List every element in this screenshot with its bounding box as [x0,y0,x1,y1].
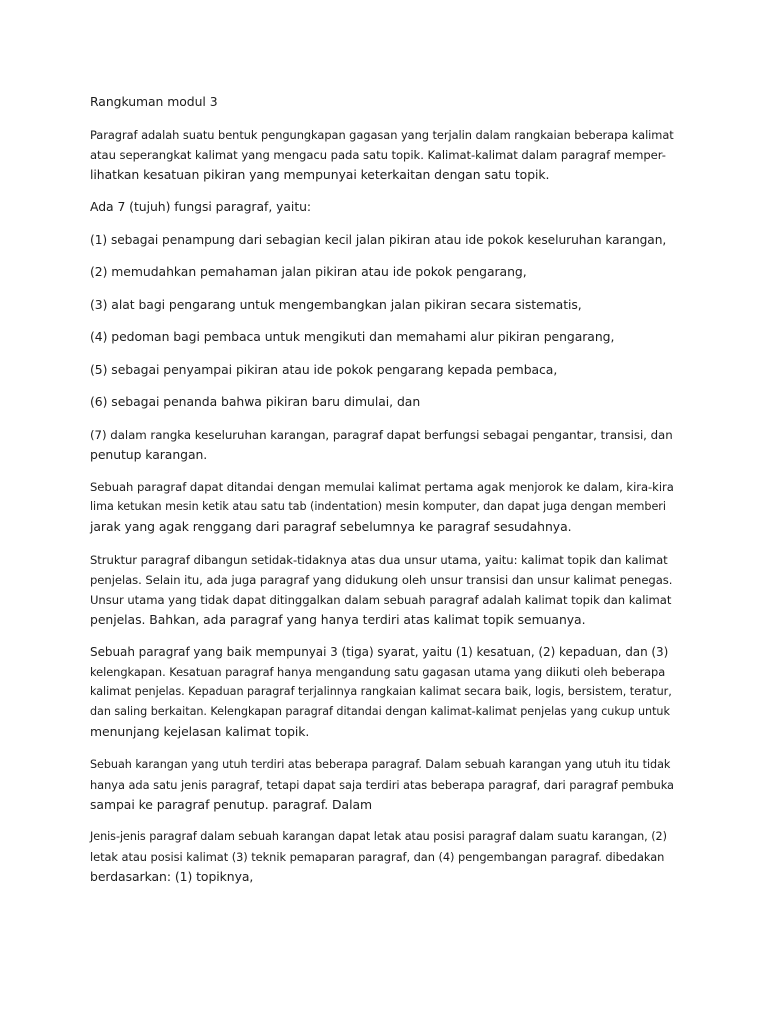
paragraph-line: (7) dalam rangka keseluruhan karangan, paragraf dapat berfungsi sebagai pengantar, transisi, dan [90,427,673,442]
paragraph-line: penutup karangan. [90,446,208,462]
paragraph-line: (3) alat bagi pengarang untuk mengembangkan jalan pikiran secara sistematis, [90,296,582,312]
paragraph-line: atau seperangkat kalimat yang mengacu pada satu topik. Kalimat-kalimat dalam paragraf memper- [90,147,666,162]
paragraph-line: jarak yang agak renggang dari paragraf sebelumnya ke paragraf sesudahnya. [90,519,572,534]
paragraph [90,477,674,537]
document-body [90,125,674,888]
paragraph-line: Sebuah karangan yang utuh terdiri atas beberapa paragraf. Dalam sebuah karangan yang utuh itu tidak [90,757,671,771]
paragraph [90,360,674,380]
paragraph-line: menunjang kejelasan kalimat topik. [90,724,310,739]
paragraph-line: Paragraf adalah suatu bentuk pengungkapan gagasan yang terjalin dalam rangkaian beberapa kalimat [90,127,674,142]
paragraph [90,392,674,412]
paragraph-line: (6) sebagai penanda bahwa pikiran baru dimulai, dan [90,394,421,409]
paragraph-line: Jenis-jenis paragraf dalam sebuah karangan dapat letak atau posisi paragraf dalam suatu karangan, (2) [90,830,667,843]
paragraph-line: lihatkan kesatuan pikiran yang mempunyai keterkaitan dengan satu topik. [90,166,550,182]
paragraph-line: (2) memudahkan pemahaman jalan pikiran atau ide pokok pengarang, [90,264,527,279]
paragraph-line: lima ketukan mesin ketik atau satu tab (indentation) mesin komputer, dan dapat juga dengan memberi [90,500,666,513]
paragraph-line: kalimat penjelas. Kepaduan paragraf terjalinnya rangkaian kalimat secara baik, logis, bersistem, teratur, [90,685,672,698]
paragraph-line: letak atau posisi kalimat (3) teknik pemaparan paragraf, dan (4) pengembangan paragraf. dibedakan [90,850,665,864]
paragraph-line: Struktur paragraf dibangun setidak-tidaknya atas dua unsur utama, yaitu: kalimat topik dan kalimat [90,552,668,567]
paragraph-line: Unsur utama yang tidak dapat ditinggalkan dalam sebuah paragraf adalah kalimat topik dan kalimat [90,592,672,607]
paragraph [90,295,674,315]
document-title: Rangkuman modul 3 [90,94,218,109]
paragraph [90,755,674,815]
paragraph [90,642,674,742]
paragraph [90,827,674,887]
paragraph-line: berdasarkan: (1) topiknya, [90,869,254,884]
paragraph [90,197,674,217]
paragraph-line: dan saling berkaitan. Kelengkapan paragraf ditandai dengan kalimat-kalimat penjelas yang cukup untuk [90,705,670,718]
paragraph-line: sampai ke paragraf penutup. paragraf. Dalam [90,796,373,812]
paragraph [90,550,674,630]
paragraph-line: penjelas. Bahkan, ada paragraf yang hanya terdiri atas kalimat topik semuanya. [90,611,586,627]
paragraph [90,327,674,347]
paragraph-line: kelengkapan. Kesatuan paragraf hanya mengandung satu gagasan utama yang diikuti oleh beberapa [90,665,666,679]
paragraph [90,230,674,250]
paragraph-line: (4) pedoman bagi pembaca untuk mengikuti dan memahami alur pikiran pengarang, [90,329,615,344]
document-page [90,92,674,900]
paragraph-line: (1) sebagai penampung dari sebagian kecil jalan pikiran atau ide pokok keseluruhan karangan, [90,232,667,247]
paragraph-line: (5) sebagai penyampai pikiran atau ide pokok pengarang kepada pembaca, [90,361,558,377]
paragraph [90,125,674,185]
paragraph [90,425,674,465]
paragraph-line: Ada 7 (tujuh) fungsi paragraf, yaitu: [90,199,312,214]
paragraph-line: penjelas. Selain itu, ada juga paragraf yang didukung oleh unsur transisi dan unsur kalimat penegas. [90,572,673,587]
paragraph-line: Sebuah paragraf yang baik mempunyai 3 (tiga) syarat, yaitu (1) kesatuan, (2) kepaduan, dan (3) [90,645,669,659]
paragraph [90,262,674,282]
paragraph-line: Sebuah paragraf dapat ditandai dengan memulai kalimat pertama agak menjorok ke dalam, kira-kira [90,480,674,494]
paragraph-line: hanya ada satu jenis paragraf, tetapi dapat saja terdiri atas beberapa paragraf, dari paragraf pembuka [90,777,674,792]
